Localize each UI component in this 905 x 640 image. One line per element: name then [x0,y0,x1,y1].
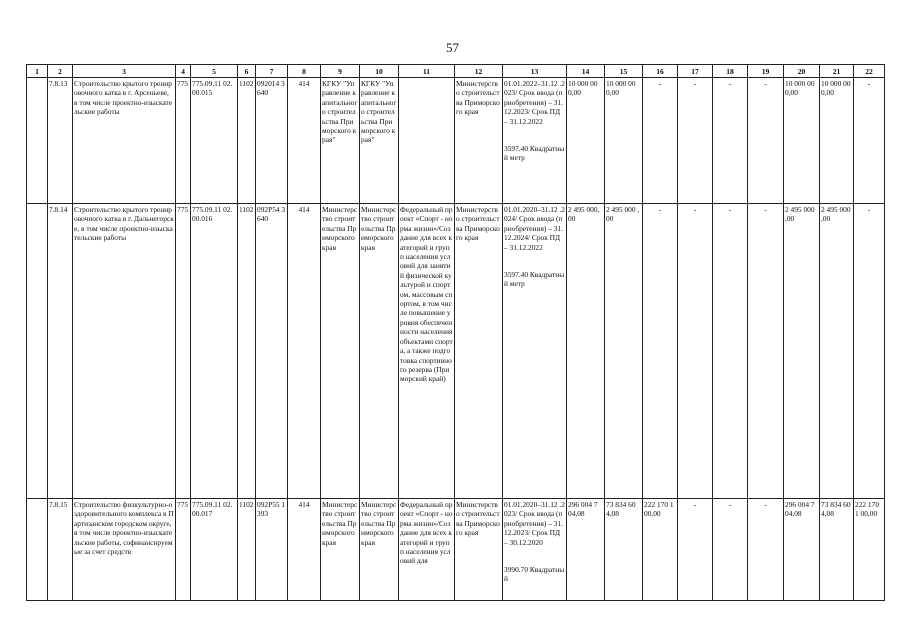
cell-code: 775 [176,499,191,601]
cell-amount: - [643,78,678,204]
column-header: 5 [191,65,238,78]
cell-terms [503,204,567,499]
cell-amount: - [713,499,748,601]
cell-col1 [27,499,48,601]
cell-amount: - [678,204,713,499]
cell-amount: - [678,499,713,601]
cell-expense-type: 414 [288,499,321,601]
column-header: 11 [399,65,455,78]
column-header: 18 [713,65,748,78]
cell-amount: - [643,204,678,499]
column-header: 20 [784,65,820,78]
cell-terms [503,499,567,601]
cell-section: 1102 [238,204,256,499]
cell-customer: Министерство строительства Приморского края [321,499,360,601]
cell-amount: 73 834 60 4,08 [820,499,854,601]
cell-amount: 2 495 000,00 [567,204,605,499]
table-row [27,78,885,204]
cell-amount: - [854,204,885,499]
cell-amount: 296 004 7 04,08 [567,499,605,601]
cell-project [399,78,455,204]
column-header: 6 [238,65,256,78]
column-header: 3 [73,65,176,78]
cell-amount: 10 000 00 0,00 [784,78,820,204]
cell-developer: Министерство строительства Приморского края [360,204,399,499]
budget-table [26,64,885,601]
column-header: 2 [48,65,73,78]
cell-item-number: 7.8.13 [48,78,73,204]
cell-budget-code: 775.09.11 02.00.016 [191,204,238,499]
column-header: 9 [321,65,360,78]
column-header: 14 [567,65,605,78]
column-header: 13 [503,65,567,78]
terms-capacity: 3597.40 Квадратный метр [504,270,565,289]
cell-col1 [27,78,48,204]
cell-section: 1102 [238,78,256,204]
cell-budget-code: 775.09.11 02.00.015 [191,78,238,204]
cell-amount: 2 495 000 ,00 [784,204,820,499]
cell-responsible: Министерство строительства Приморского края [455,204,503,499]
cell-target-article: 092P55 1393 [256,499,288,601]
cell-project: Федеральный проект «Спорт - норма жизни»/Создание для всех категорий и групп населения условий для [399,499,455,601]
cell-code: 775 [176,204,191,499]
column-header: 4 [176,65,191,78]
cell-item-number: 7.8.14 [48,204,73,499]
cell-amount: - [713,78,748,204]
header-row [27,65,885,78]
cell-section: 1102 [238,499,256,601]
column-header: 15 [605,65,643,78]
cell-amount: - [748,499,784,601]
cell-budget-code: 775.09.11 02.00.017 [191,499,238,601]
cell-target-article: 092P54 3640 [256,204,288,499]
cell-description: Строительство физкультурно-оздоровительного комплекса в Партизанском городском округе, в том числе проектно-изыскательские работы, софинансируемые за счет средств [73,499,176,601]
table-row [27,499,885,601]
cell-amount: 222 170 1 00,00 [854,499,885,601]
cell-amount: 10 000 00 0,00 [567,78,605,204]
cell-customer: КГКУ "Управление капитального строительства Приморского края" [321,78,360,204]
cell-developer: КГКУ "Управление капитального строительства Приморского края" [360,78,399,204]
column-header: 19 [748,65,784,78]
column-header: 21 [820,65,854,78]
column-header: 17 [678,65,713,78]
terms-capacity: 3597.40 Квадратный метр [504,144,565,163]
cell-description: Строительство крытого тренировочного катка в г. Дальнегорске, в том числе проектно-изыскательские работы [73,204,176,499]
cell-amount: - [748,204,784,499]
column-header: 12 [455,65,503,78]
cell-item-number: 7.8.15 [48,499,73,601]
column-header: 7 [256,65,288,78]
cell-amount: - [748,78,784,204]
cell-amount: 222 170 1 00,00 [643,499,678,601]
cell-target-article: 092014 3640 [256,78,288,204]
column-header: 10 [360,65,399,78]
page-number: 57 [446,40,459,55]
cell-description: Строительство крытого тренировочного катка в г. Арсеньеве, в том числе проектно-изыскательские работы [73,78,176,204]
column-header: 8 [288,65,321,78]
cell-amount: 73 834 60 4,08 [605,499,643,601]
column-header: 1 [27,65,48,78]
cell-col1 [27,204,48,499]
cell-terms [503,78,567,204]
column-header: 22 [854,65,885,78]
terms-dates: 01.01.2020–31.12 .2024/ Срок ввода (приобретения) – 31.12.2024/ Срок ПД – 31.12.2022 [504,205,565,252]
table-row [27,204,885,499]
cell-amount: 2 495 000 ,00 [605,204,643,499]
cell-expense-type: 414 [288,78,321,204]
terms-capacity: 3990.70 Квадратный [504,565,565,584]
cell-responsible: Министерство строительства Приморского края [455,499,503,601]
cell-amount: - [678,78,713,204]
terms-dates: 01.01.2020–31.12 .2023/ Срок ввода (приобретения) – 31.12.2023/ Срок ПД – 30.12.2020 [504,500,565,547]
cell-customer: Министерство строительства Приморского края [321,204,360,499]
cell-amount: 296 004 7 04,08 [784,499,820,601]
cell-amount: - [713,204,748,499]
cell-responsible: Министерство строительства Приморского края [455,78,503,204]
column-header: 16 [643,65,678,78]
cell-code: 775 [176,78,191,204]
cell-amount: 10 000 00 0,00 [820,78,854,204]
cell-amount: - [854,78,885,204]
cell-amount: 2 495 000 ,00 [820,204,854,499]
cell-amount: 10 000 00 0,00 [605,78,643,204]
terms-dates: 01.01.2022–31.12 .2023/ Срок ввода (приобретения) – 31.12.2023/ Срок ПД – 31.12.2022 [504,79,565,126]
cell-expense-type: 414 [288,204,321,499]
cell-developer: Министерство строительства Приморского края [360,499,399,601]
cell-project: Федеральный проект «Спорт - норма жизни»/Создание для всех категорий и групп населения условий для занятий физической культурой и спортом, массовым спортом, в том числе повышение уровня обеспеченности населения объектами спорта, а также подготовка спортивного резерва (Приморский край) [399,204,455,499]
